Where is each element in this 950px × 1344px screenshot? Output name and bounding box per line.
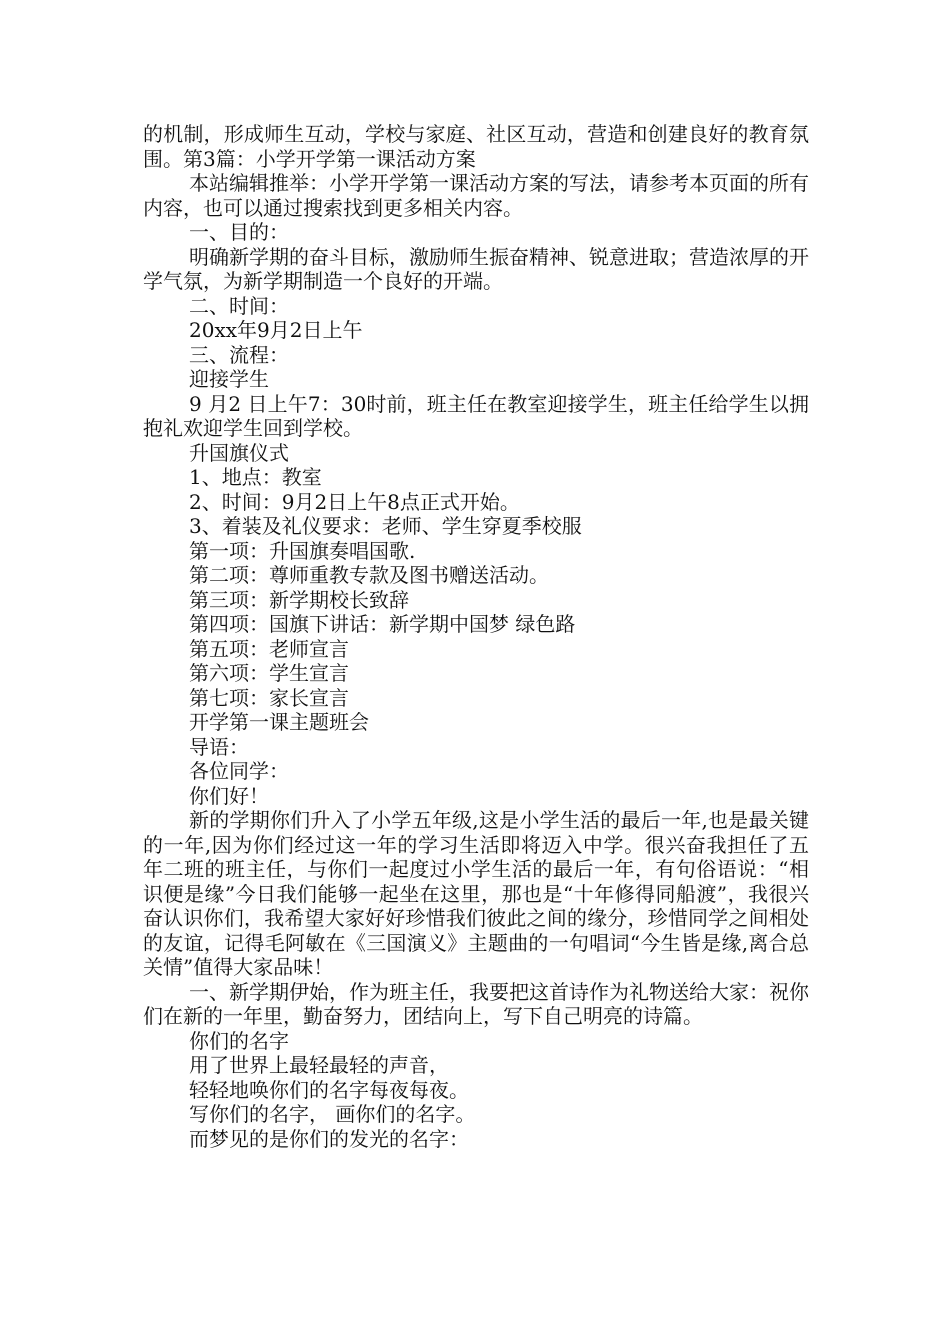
paragraph: 9 月2 日上午7：30时前，班主任在教室迎接学生，班主任给学生以拥抱礼欢迎学生回到学校。 <box>143 391 809 440</box>
paragraph: 第四项：国旗下讲话：新学期中国梦 绿色路 <box>189 612 576 636</box>
paragraph: 明确新学期的奋斗目标，激励师生振奋精神、锐意进取；营造浓厚的开学气氛，为新学期制造一个良好的开端。 <box>143 244 809 293</box>
document-body <box>143 122 809 1151</box>
paragraph: 写你们的名字， 画你们的名字。 <box>189 1102 476 1126</box>
paragraph: 你们好！ <box>189 783 269 808</box>
paragraph: 用了世界上最轻最轻的声音， <box>189 1053 449 1077</box>
paragraph: 第七项：家长宣言 <box>189 685 349 710</box>
paragraph: 二、时间： <box>189 293 289 318</box>
paragraph: 而梦见的是你们的发光的名字： <box>189 1126 469 1151</box>
paragraph: 一、目的： <box>189 220 289 244</box>
paragraph: 导语： <box>189 734 249 759</box>
paragraph: 第五项：老师宣言 <box>189 636 349 661</box>
paragraph: 三、流程： <box>189 342 289 367</box>
paragraph: 一、新学期伊始，作为班主任，我要把这首诗作为礼物送给大家：祝你们在新的一年里，勤奋努力，团结向上，写下自己明亮的诗篇。 <box>143 979 809 1028</box>
paragraph: 20xx年9月2日上午 <box>189 318 363 342</box>
paragraph: 你们的名字 <box>189 1028 289 1053</box>
paragraph: 新的学期你们升入了小学五年级,这是小学生活的最后一年,也是最关键的一年,因为你们经过这一年的学习生活即将迈入中学。很兴奋我担任了五年二班的班主任，与你们一起度过小学生活的最后一年，有句俗语说：“相识便是缘”今日我们能够一起坐在这里，那也是“十年修得同船渡”，我很兴奋认识你们，我希望大家好好珍惜我们彼此之间的缘分，珍惜同学之间相处的友谊，记得毛阿敏在《三国演义》主题曲的一句唱词“今生皆是缘,离合总关情”值得大家品味！ <box>143 808 809 979</box>
paragraph: 升国旗仪式 <box>189 440 289 465</box>
paragraph: 第二项：尊师重教专款及图书赠送活动。 <box>189 563 549 587</box>
paragraph: 第一项：升国旗奏唱国歌. <box>189 538 416 563</box>
paragraph: 开学第一课主题班会 <box>189 710 369 734</box>
paragraph: 3、着装及礼仪要求：老师、学生穿夏季校服 <box>189 514 582 538</box>
paragraph: 轻轻地唤你们的名字每夜每夜。 <box>189 1077 469 1102</box>
paragraph: 1、地点：教室 <box>189 465 322 489</box>
paragraph: 的机制，形成师生互动，学校与家庭、社区互动，营造和创建良好的教育氛围。第3篇：小学开学第一课活动方案 <box>143 122 809 171</box>
paragraph: 第六项：学生宣言 <box>189 661 349 685</box>
paragraph: 各位同学： <box>189 759 289 783</box>
paragraph: 2、时间：9月2日上午8点正式开始。 <box>189 489 520 514</box>
paragraph: 第三项：新学期校长致辞 <box>189 587 409 612</box>
paragraph: 迎接学生 <box>189 367 269 391</box>
paragraph: 本站编辑推举：小学开学第一课活动方案的写法，请参考本页面的所有内容，也可以通过搜索找到更多相关内容。 <box>143 171 809 220</box>
